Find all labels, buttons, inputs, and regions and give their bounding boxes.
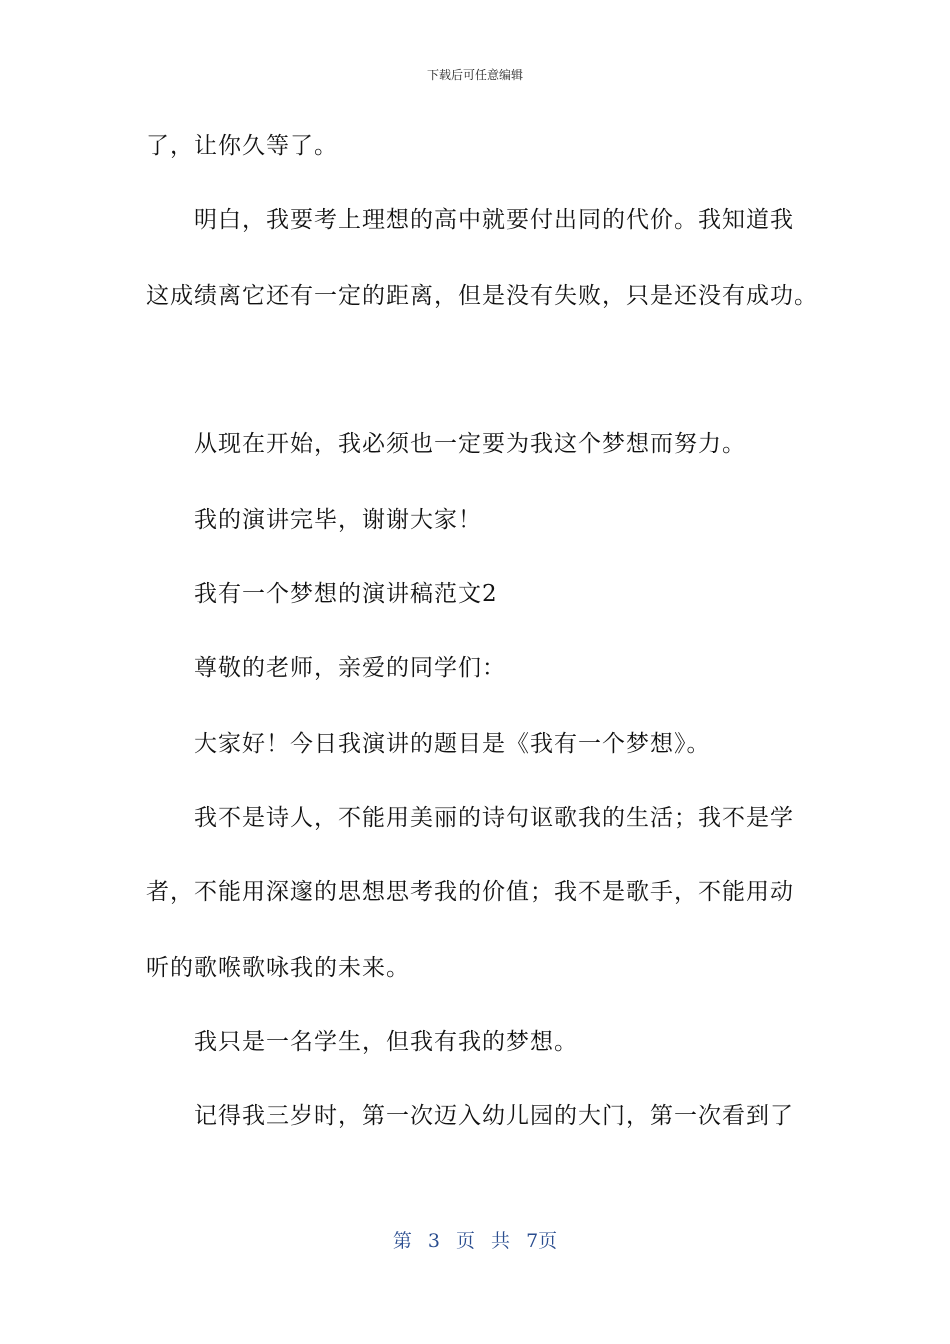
paragraph-line: 大家好！今日我演讲的题目是《我有一个梦想》。	[194, 731, 711, 757]
paragraph-line: 这成绩离它还有一定的距离，但是没有失败，只是还没有成功。	[146, 283, 818, 309]
paragraph-line: 尊敬的老师，亲爱的同学们：	[194, 655, 506, 681]
paragraph-line: 者，不能用深邃的思想思考我的价值；我不是歌手，不能用动	[146, 879, 794, 905]
section-title: 我有一个梦想的演讲稿范文2	[194, 581, 498, 607]
paragraph-line: 我的演讲完毕，谢谢大家！	[194, 507, 482, 533]
paragraph-line: 我只是一名学生，但我有我的梦想。	[194, 1029, 578, 1055]
page-header-note: 下载后可任意编辑	[426, 68, 523, 82]
page-indicator: 第 3 页 共 7页	[392, 1230, 558, 1252]
paragraph-line: 了，让你久等了。	[146, 133, 338, 159]
paragraph-line: 从现在开始，我必须也一定要为我这个梦想而努力。	[194, 431, 746, 457]
paragraph-line: 我不是诗人，不能用美丽的诗句讴歌我的生活；我不是学	[194, 805, 794, 831]
paragraph-line: 明白，我要考上理想的高中就要付出同的代价。我知道我	[194, 207, 794, 233]
paragraph-line: 记得我三岁时，第一次迈入幼儿园的大门，第一次看到了	[194, 1103, 794, 1129]
paragraph-line: 听的歌喉歌咏我的未来。	[146, 955, 410, 981]
